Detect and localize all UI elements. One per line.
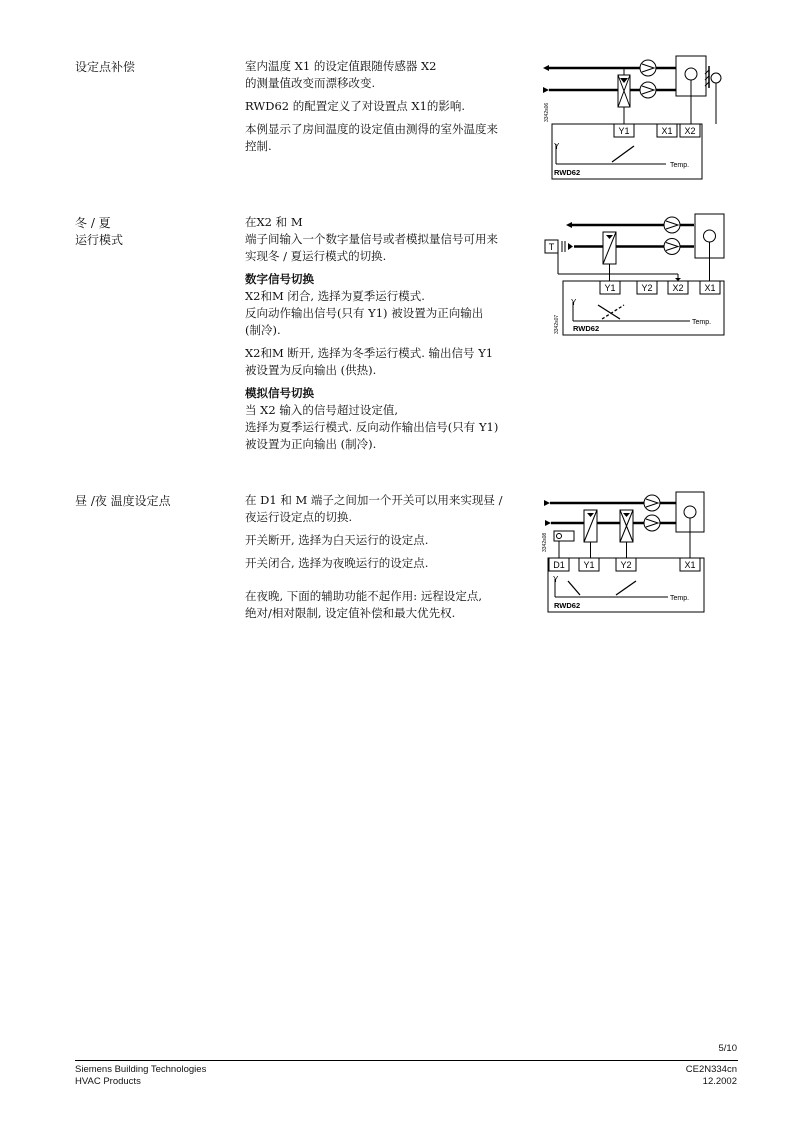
footer-divider — [75, 1060, 738, 1061]
model-label: RWD62 — [554, 601, 581, 610]
sensor-label: T — [548, 242, 555, 252]
division-name: HVAC Products — [75, 1076, 141, 1087]
axis-label-temp: Temp. — [670, 162, 690, 169]
figure-id: 3342s07 — [554, 314, 560, 334]
company-name: Siemens Building Technologies — [75, 1064, 207, 1075]
model-label: RWD62 — [573, 324, 600, 333]
terminal-label: Y2 — [620, 560, 632, 570]
document-id: CE2N334cn — [685, 1064, 737, 1075]
footer-right — [686, 1064, 737, 1088]
model-label: RWD62 — [554, 168, 581, 177]
paragraph: 室内温度 X1 的设定值跟随传感器 X2 的测量值改变而漂移改变. — [245, 59, 437, 90]
figure-id: 3342s06 — [544, 102, 550, 122]
axis-label-temp: Temp. — [692, 319, 712, 326]
section-body-winter-summer — [245, 214, 537, 453]
paragraph: 在夜晚, 下面的辅助功能不起作用: 远程设定点, 绝对/相对限制, 设定值补偿和最大优先权. — [245, 589, 482, 620]
terminal-label: D1 — [553, 560, 565, 570]
page-number: 5/10 — [718, 1043, 737, 1054]
axis-label-temp: Temp. — [670, 595, 690, 602]
terminal-label: Y1 — [604, 283, 616, 293]
paragraph: 开关闭合, 选择为夜晚运行的设定点. — [245, 556, 429, 570]
paragraph: 在X2 和 M 端子间输入一个数字量信号或者模拟量信号可用来 实现冬 / 夏运行模式的切换. — [245, 215, 498, 263]
section-heading-setpoint-compensation: 设定点补偿 — [75, 60, 136, 74]
section-heading-day-night: 昼 /夜 温度设定点 — [75, 494, 171, 508]
paragraph: X2和M 断开, 选择为冬季运行模式. 输出信号 Y1 被设置为反向输出 (供热). — [245, 346, 494, 377]
diagram-day-night — [540, 486, 708, 616]
footer-left — [75, 1064, 206, 1088]
diagram-setpoint-compensation — [540, 52, 726, 184]
subheading-digital: 数字信号切换 — [245, 272, 314, 286]
terminal-label: Y1 — [618, 126, 630, 136]
paragraph: RWD62 的配置定义了对设置点 X1的影响. — [245, 99, 466, 113]
paragraph: 数字信号切换 X2和M 闭合, 选择为夏季运行模式. 反向动作输出信号(只有 Y1) 被设置为正向输出 (制冷). — [245, 272, 484, 337]
section-body-day-night — [245, 492, 537, 622]
section-heading-winter-summer: 冬 / 夏 运行模式 — [75, 216, 124, 247]
terminal-label: X1 — [684, 560, 696, 570]
terminal-label: Y1 — [583, 560, 595, 570]
paragraph: 在 D1 和 M 端子之间加一个开关可以用来实现昼 / 夜运行设定点的切换. — [245, 493, 503, 524]
subheading-analog: 模拟信号切换 — [245, 386, 314, 400]
section-body-setpoint-compensation — [245, 58, 535, 155]
terminal-label: X1 — [704, 283, 716, 293]
axis-label-y: Y — [571, 298, 577, 307]
figure-id: 3342s08 — [542, 532, 548, 552]
axis-label-y: Y — [553, 575, 559, 584]
document-date: 12.2002 — [702, 1076, 737, 1087]
paragraph: 模拟信号切换 当 X2 输入的信号超过设定值, 选择为夏季运行模式. 反向动作输出信号(只有 Y1) 被设置为正向输出 (制冷). — [245, 386, 499, 451]
axis-label-y: Y — [554, 142, 560, 151]
paragraph: 开关断开, 选择为白天运行的设定点. — [245, 533, 429, 547]
terminal-label: X2 — [672, 283, 684, 293]
terminal-label: Y2 — [641, 283, 653, 293]
paragraph: 本例显示了房间温度的设定值由测得的室外温度来 控制. — [245, 122, 498, 153]
terminal-label: X2 — [684, 126, 696, 136]
terminal-label: X1 — [661, 126, 673, 136]
diagram-winter-summer — [540, 208, 730, 340]
